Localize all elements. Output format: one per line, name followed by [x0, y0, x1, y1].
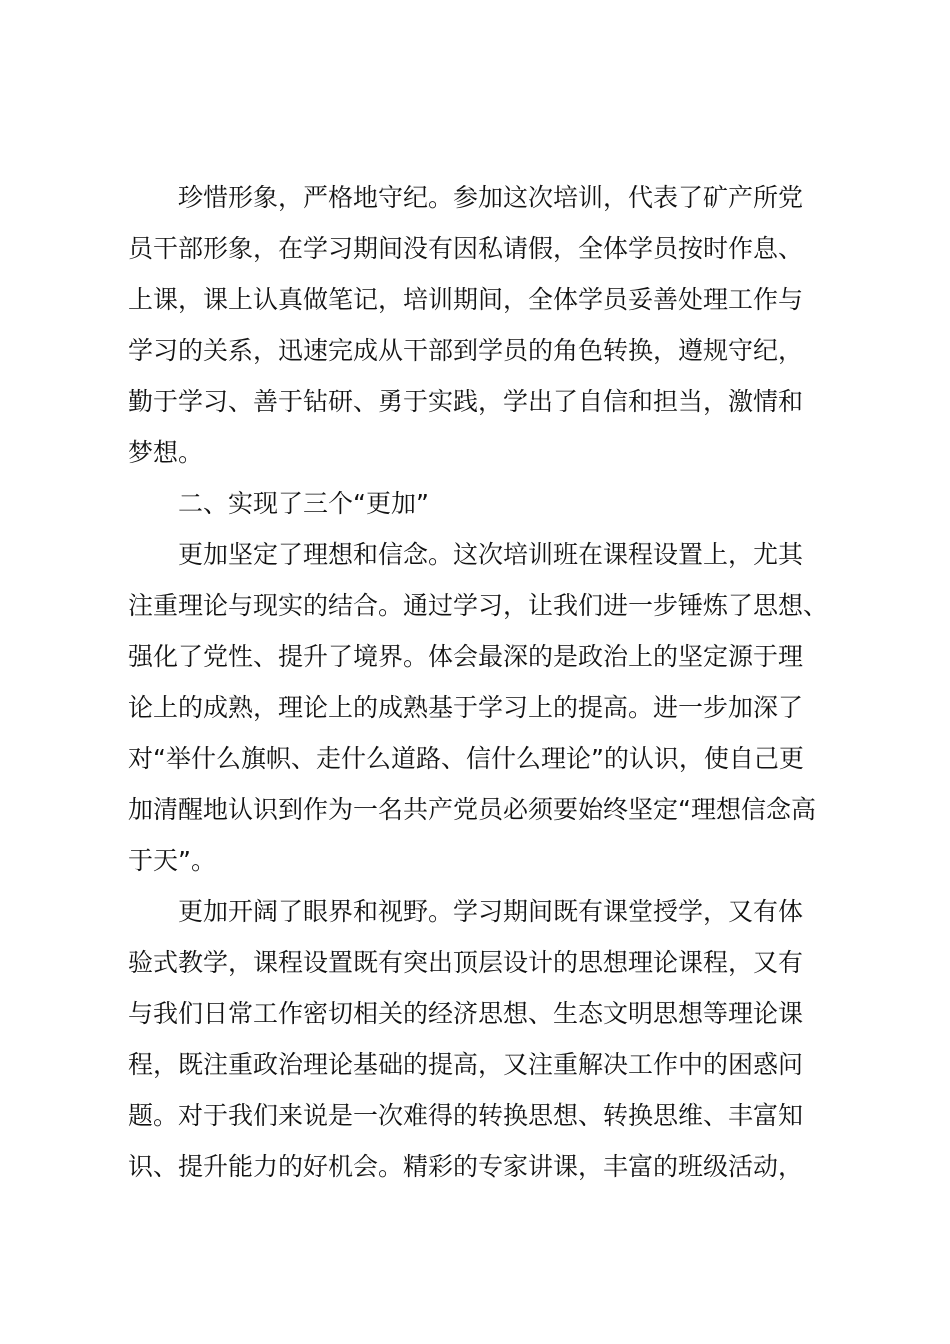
- text-line: 程，既注重政治理论基础的提高，又注重解决工作中的困惑问: [128, 1050, 804, 1079]
- section-heading: [128, 478, 828, 529]
- text-line: 更加坚定了理想和信念。这次培训班在课程设置上，尤其: [178, 540, 804, 569]
- text-line: 梦想。: [128, 438, 204, 467]
- document-body: [128, 172, 828, 1192]
- text-line: 题。对于我们来说是一次难得的转换思想、转换思维、丰富知: [128, 1101, 804, 1130]
- text-line: 验式教学，课程设置既有突出顶层设计的思想理论课程，又有: [128, 948, 804, 977]
- paragraph-discipline: [128, 172, 828, 478]
- text-line: 加清醒地认识到作为一名共产党员必须要始终坚定“理想信念高: [128, 795, 816, 824]
- text-line: 识、提升能力的好机会。精彩的专家讲课，丰富的班级活动，: [128, 1152, 804, 1181]
- text-line: 于天”。: [128, 846, 216, 875]
- paragraph-vision: [128, 886, 828, 1192]
- text-line: 更加开阔了眼界和视野。学习期间既有课堂授学，又有体: [178, 897, 804, 926]
- paragraph-ideals: [128, 529, 828, 886]
- text-line: 上课，课上认真做笔记，培训期间，全体学员妥善处理工作与: [128, 285, 804, 314]
- text-line: 与我们日常工作密切相关的经济思想、生态文明思想等理论课: [128, 999, 804, 1028]
- text-line: 学习的关系，迅速完成从干部到学员的角色转换，遵规守纪，: [128, 336, 804, 365]
- text-line: 对“举什么旗帜、走什么道路、信什么理论”的认识，使自己更: [128, 744, 804, 773]
- text-line: 论上的成熟，理论上的成熟基于学习上的提高。进一步加深了: [128, 693, 804, 722]
- text-line: 珍惜形象，严格地守纪。参加这次培训，代表了矿产所党: [178, 183, 804, 212]
- text-line: 员干部形象，在学习期间没有因私请假，全体学员按时作息、: [128, 234, 804, 263]
- text-line: 勤于学习、善于钻研、勇于实践，学出了自信和担当，激情和: [128, 387, 804, 416]
- heading-line: 二、实现了三个“更加”: [178, 489, 429, 518]
- text-line: 注重理论与现实的结合。通过学习，让我们进一步锤炼了思想、: [128, 591, 829, 620]
- text-line: 强化了党性、提升了境界。体会最深的是政治上的坚定源于理: [128, 642, 804, 671]
